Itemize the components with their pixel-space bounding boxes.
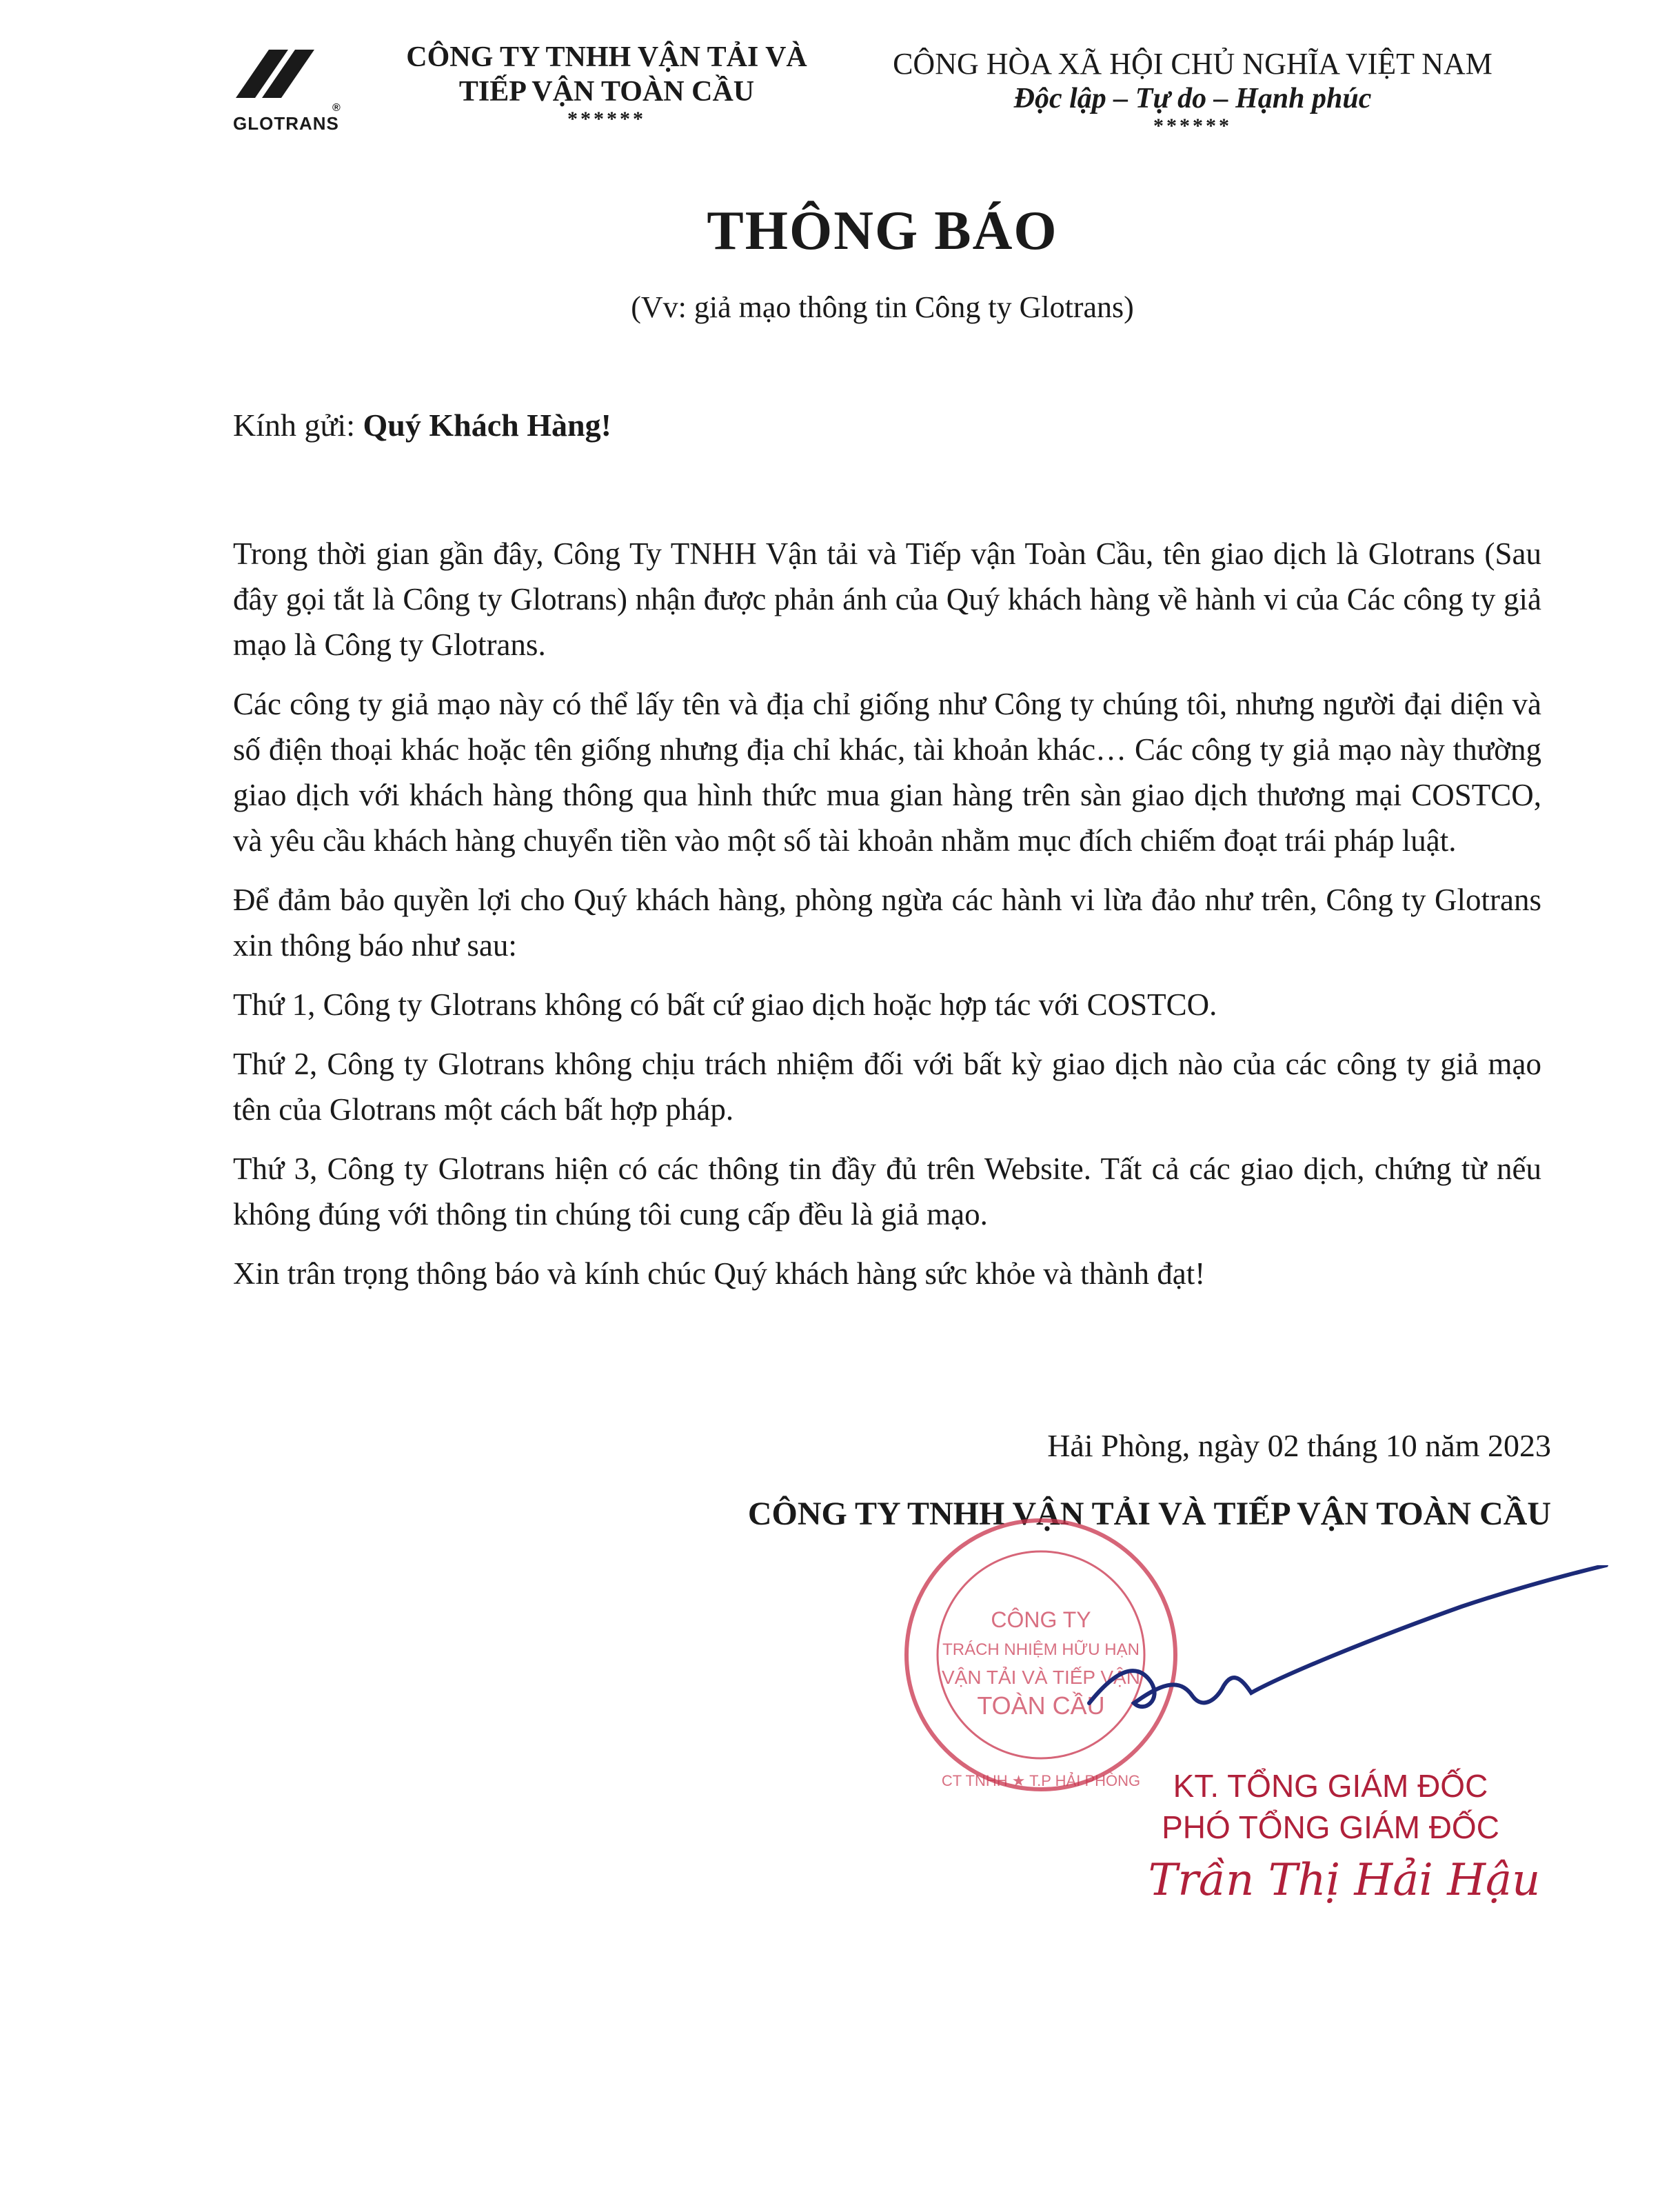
registered-mark: ® [332,102,341,114]
stamp-ring-text: CT TNHH ★ T.P HẢI PHÒNG [941,1772,1141,1789]
company-stars: ****** [567,108,646,130]
stamp-line2: TRÁCH NHIỆM HỮU HẠN [942,1640,1140,1659]
company-name-line2: TIẾP VẬN TOÀN CẦU [458,76,755,108]
paragraph-point-2: Thứ 2, Công ty Glotrans không chịu trách nhiệm đối với bất kỳ giao dịch nào của các công ty giả mạo tên của Glotrans một cách bất hợp pháp. [233,1047,1541,1127]
stamp-line3: VẬN TẢI VÀ TIẾP VẬN [942,1667,1140,1688]
paragraph-point-3: Thứ 3, Công ty Glotrans hiện có các thông tin đầy đủ trên Website. Tất cả các giao dịch, chứng từ nếu không đúng với thông tin chúng tôi cung cấp đều là giả mạo. [233,1152,1541,1231]
company-header [345,40,869,130]
paragraph-closing: Xin trân trọng thông báo và kính chúc Quý khách hàng sức khỏe và thành đạt! [233,1256,1206,1291]
greeting-prefix: Kính gửi: [233,408,363,443]
paragraph-purpose: Để đảm bảo quyền lợi cho Quý khách hàng, phòng ngừa các hành vi lừa đảo như trên, Công ty Glotrans xin thông báo như sau: [233,883,1541,963]
nation-name: CÔNG HÒA XÃ HỘI CHỦ NGHĨA VIỆT NAM [893,47,1492,81]
signer-role-line2: PHÓ TỔNG GIÁM ĐỐC [1162,1809,1499,1845]
greeting-recipient: Quý Khách Hàng! [363,408,611,443]
signature-stroke-icon [1075,1565,1613,1745]
paragraph-point-1: Thứ 1, Công ty Glotrans không có bất cứ giao dịch hoặc hợp tác với COSTCO. [233,987,1217,1022]
signature-company: CÔNG TY TNHH VẬN TẢI VÀ TIẾP VẬN TOÀN CẦU [747,1496,1551,1532]
stamp-line1: CÔNG TY [991,1607,1091,1632]
notice-body [233,531,1541,1310]
glotrans-logo-icon [227,50,345,112]
greeting [233,407,611,443]
handwritten-signature [1075,1565,1613,1745]
logo-text: GLOTRANS [233,113,339,134]
company-logo [227,50,358,139]
paragraph-description: Các công ty giả mạo này có thể lấy tên và địa chỉ giống như Công ty chúng tôi, nhưng người đại diện và số điện thoại khác hoặc tên giống nhưng địa chỉ khác, tài khoản khác… Các công ty giả mạo này thường giao dịch với khách hàng thông qua hình thức mua gian hàng trên sàn giao dịch thương mại COSTCO, và yêu cầu khách hàng chuyển tiền vào một số tài khoản nhằm mục đích chiếm đoạt trái pháp luật. [233,687,1541,858]
nation-header [869,47,1517,137]
signer-name: Trần Thị Hải Hậu [1148,1855,1541,1906]
paragraph-intro: Trong thời gian gần đây, Công Ty TNHH Vận tải và Tiếp vận Toàn Cầu, tên giao dịch là Glotrans (Sau đây gọi tắt là Công ty Glotrans) nhận được phản ánh của Quý khách hàng về hành vi của Các công ty giả mạo là Công ty Glotrans. [233,536,1541,662]
nation-stars: ****** [1153,114,1232,137]
company-name-line1: CÔNG TY TNHH VẬN TẢI VÀ [406,41,807,73]
page-title: THÔNG BÁO [707,201,1058,261]
signer-role [1082,1765,1579,1848]
page-subtitle: (Vv: giả mạo thông tin Công ty Glotrans) [631,290,1134,324]
nation-motto: Độc lập – Tự do – Hạnh phúc [1013,83,1372,114]
stamp-line4: TOÀN CẦU [977,1691,1105,1720]
signature-date: Hải Phòng, ngày 02 tháng 10 năm 2023 [1047,1428,1551,1463]
signer-role-line1: KT. TỔNG GIÁM ĐỐC [1173,1768,1488,1804]
